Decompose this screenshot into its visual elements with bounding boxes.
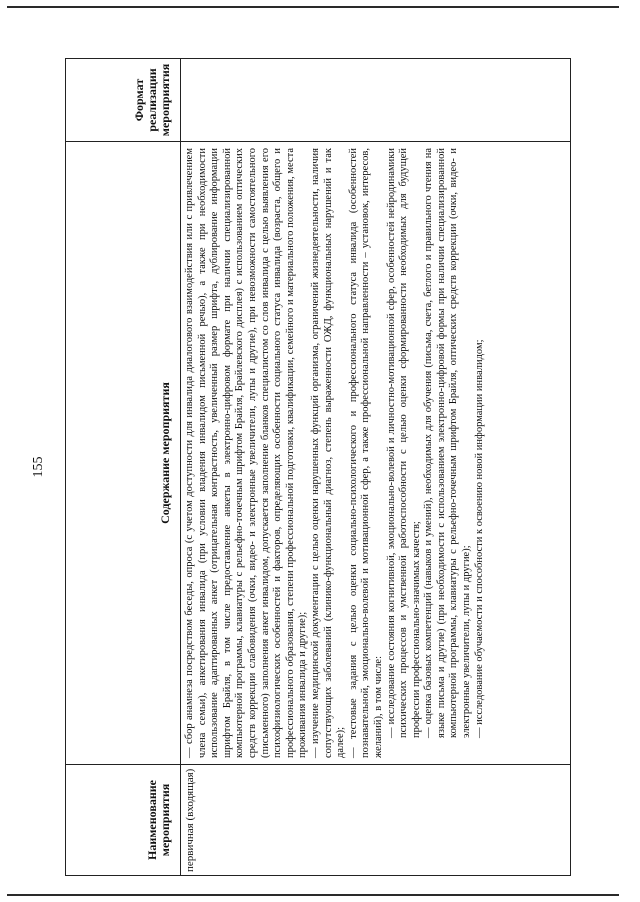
row-content [181, 141, 570, 764]
page-number: 155 [31, 456, 46, 478]
content-item: — исследование обучаемости и способности к освоению новой информации инвалидом; [473, 339, 485, 738]
measures-table [65, 58, 571, 876]
header-name: Наименование мероприятия [66, 764, 180, 875]
content-item: — тестовые задания с целью оценки социально-психологического и профессионального статуса инвалида (особенностей познавательной, эмоционально-волевой и мотивационной сфер, а также профессиональной направленности – установок, интересов, желаний), в том числе: [347, 148, 384, 758]
table-row [181, 59, 570, 875]
header-format: Формат реализации мероприятия [132, 63, 172, 137]
header-content: Содержание мероприятия [66, 141, 180, 764]
content-item: — сбор анамнеза посредством беседы, опроса (с учетом доступности для инвалида диалогового взаимодействия или с привлечением члена семьи), анкетирования инвалида (при условии владения инвалидом письменной речью), а также при необходимости использование адаптированных анкет (отрицательная контрастность, увеличенный размер шрифта, дублирование информации шрифтом Брайля, в том числе предоставление анкеты в электронно-цифровом формате при наличии специализированной компьютерной программы, клавиатуры с рельефно-точечным шрифтом Брайля, Брайлевского дисплея) с использованием оптических средств коррекции слабовидения (очки, видео- и электронные увеличители, лупы и другие), при невозможности самостоятельного (письменного) заполнения анкет инвалидом, допускается заполнение бланков специалистом со слов инвалида с целью выявления его психофизиологических особенностей и факторов, определяющих особенности социального статуса инвалида (возраста, общего и профессионального образования, степени профессиональной подготовки, квалификации, семейного и материального положения, места проживания инвалида и другие); [184, 148, 309, 758]
table-header-row [66, 59, 181, 875]
scanned-page [7, 6, 619, 896]
scan-bottom-edge [7, 894, 619, 896]
content-item: — изучение медицинской документации с целью оценки нарушенных функций организма, ограничений жизнедеятельности, наличия сопутствующих заболеваний (клинико-функциональный диагноз, степень выраженности ОЖД, функциональных нарушений и так далее); [309, 148, 347, 758]
rotated-sheet [19, 44, 579, 890]
scan-top-edge [7, 6, 619, 8]
row-name: первичная (входящая) [181, 764, 570, 875]
row-format [181, 59, 570, 141]
content-item: — оценка базовых компетенций (навыков и умений), необходимых для обучения (письма, счета, беглого и правильного чтения на языке письма и другие) (при необходимости с использованием электронно-цифровой формы при наличии специализированной компьютерной программы, клавиатуры с рельефно-точечным шрифтом Брайля, оптических средств коррекции (очки, видео- и электронные увеличители, лупы и другие); [423, 148, 473, 738]
content-item: — исследование состояния когнитивной, эмоционально-волевой и личностно-мотивационной сфер, особенностей нейродинамики психических процессов и умственной работоспособности с целью оценки сформированности необходимых для будущей профессии профессионально-значимых качеств; [385, 148, 422, 738]
